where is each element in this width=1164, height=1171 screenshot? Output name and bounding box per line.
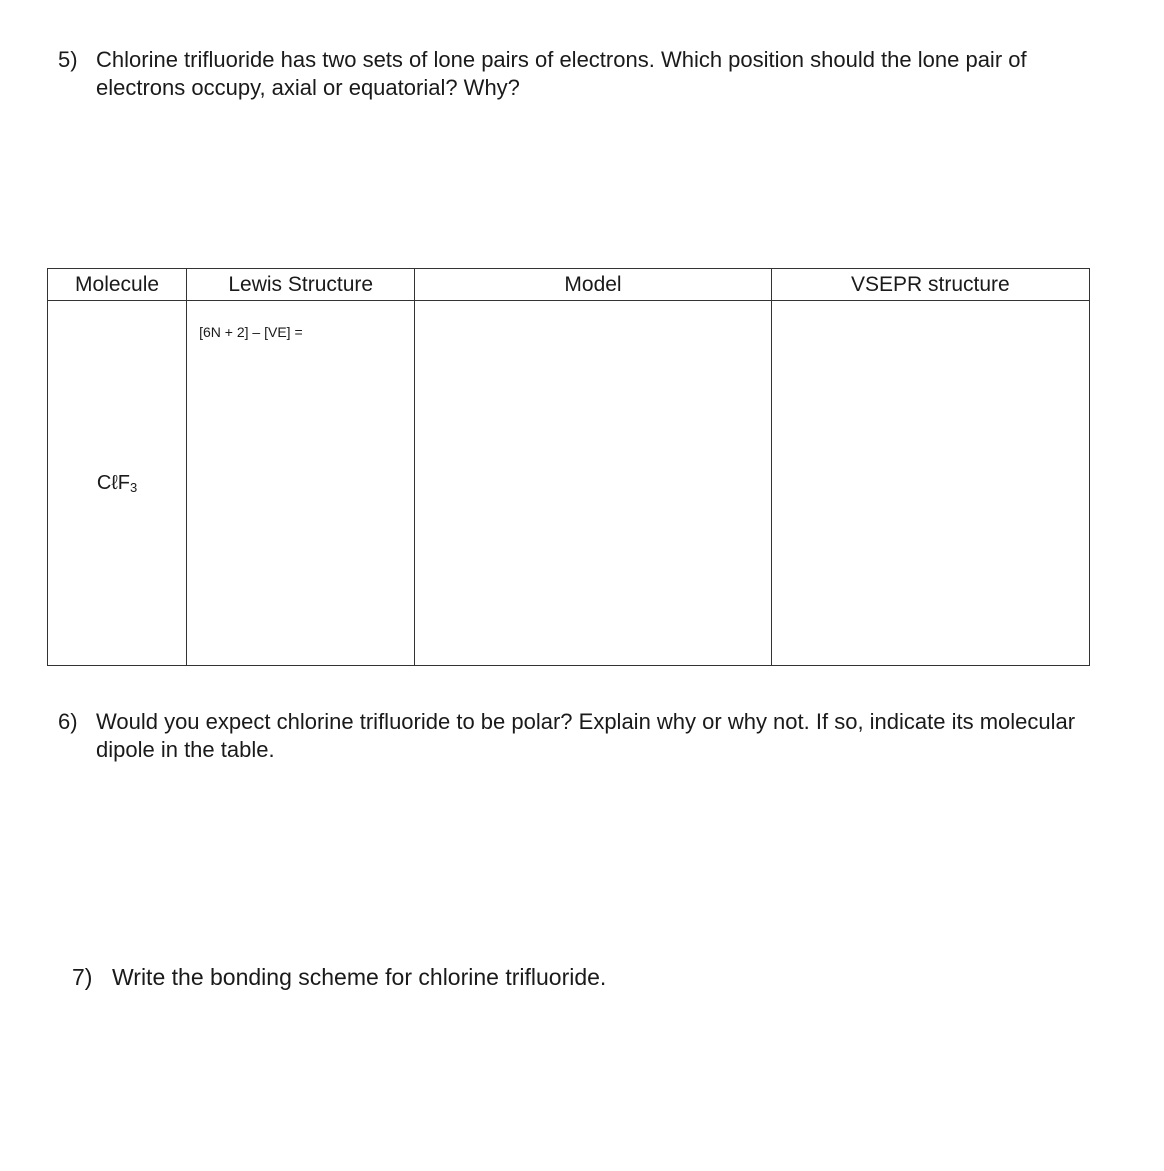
question-5-number: 5) (58, 47, 78, 72)
molecule-cell (48, 301, 187, 666)
table-row (48, 301, 1090, 666)
header-lewis-structure: Lewis Structure (187, 269, 415, 301)
header-molecule: Molecule (48, 269, 187, 301)
question-6-number: 6) (58, 709, 78, 734)
molecule-table (47, 268, 1090, 666)
question-5 (58, 46, 1108, 102)
question-6-text: Would you expect chlorine trifluoride to be polar? Explain why or why not. If so, indicate its molecular dipole in the table. (96, 709, 1076, 762)
header-vsepr-structure: VSEPR structure (771, 269, 1089, 301)
vsepr-structure-cell[interactable] (771, 301, 1089, 666)
molecule-formula-main: CℓF (96, 471, 130, 494)
question-6 (58, 708, 1108, 764)
molecule-formula-subscript: 3 (130, 479, 138, 495)
molecule-formula (97, 472, 137, 494)
question-7 (72, 963, 972, 991)
question-5-text: Chlorine trifluoride has two sets of lone pairs of electrons. Which position should the lone pair of electrons occupy, axial or equatorial? Why? (96, 47, 1027, 100)
header-model: Model (415, 269, 771, 301)
question-7-number: 7) (72, 964, 93, 990)
lewis-electron-formula: [6N + 2] – [VE] = (199, 324, 303, 340)
model-cell[interactable] (415, 301, 771, 666)
table-header-row (48, 269, 1090, 301)
lewis-structure-cell[interactable] (187, 301, 415, 666)
question-7-text: Write the bonding scheme for chlorine trifluoride. (112, 964, 607, 990)
